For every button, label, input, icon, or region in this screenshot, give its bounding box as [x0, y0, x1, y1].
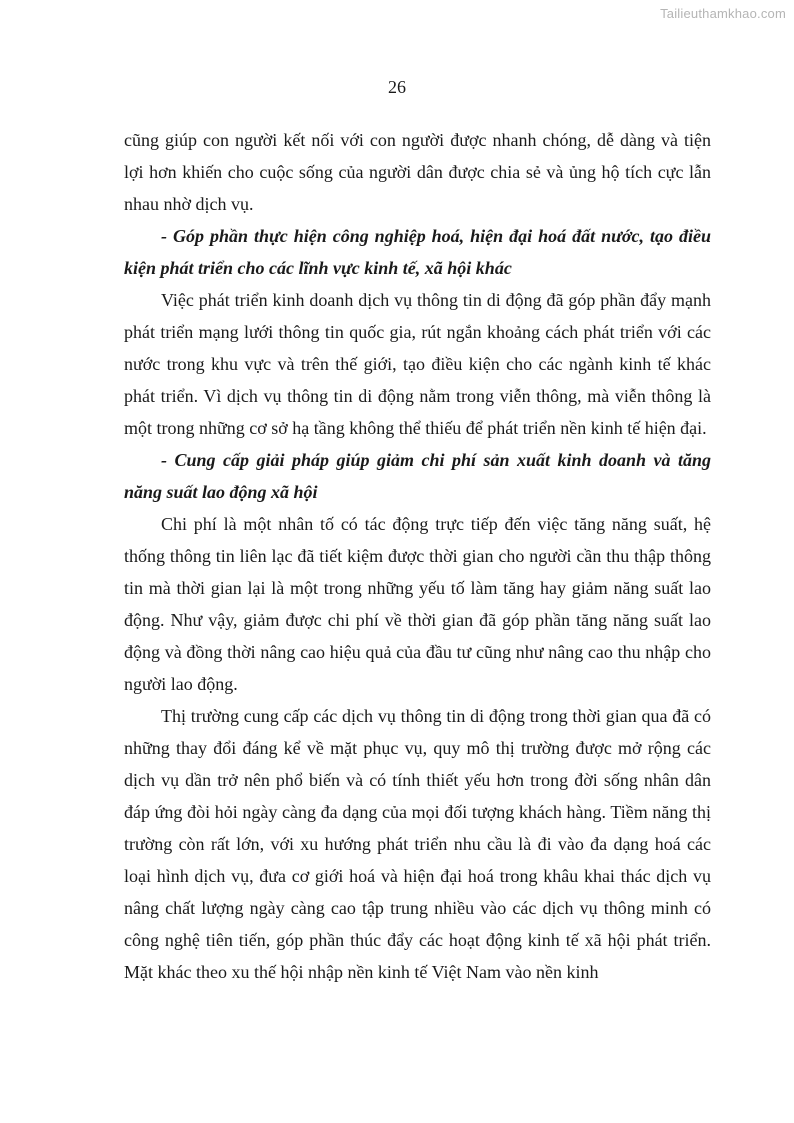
section-heading-2: - Cung cấp giải pháp giúp giảm chi phí sản xuất kinh doanh và tăng năng suất lao động xã hội: [124, 450, 711, 502]
paragraph-2: Việc phát triển kinh doanh dịch vụ thông tin di động đã góp phần đẩy mạnh phát triển mạng lưới thông tin quốc gia, rút ngắn khoảng cách phát triển với các nước trong khu vực và trên thế giới, tạo điều kiện cho các ngành kinh tế khác phát triển. Vì dịch vụ thông tin di động nằm trong viễn thông, mà viễn thông là một trong những cơ sở hạ tầng không thể thiếu để phát triển nền kinh tế hiện đại.: [124, 290, 711, 438]
document-body: [124, 124, 711, 988]
watermark-text: Tailieuthamkhao.com: [660, 6, 786, 21]
page-number: 26: [388, 77, 406, 97]
paragraph-4: Thị trường cung cấp các dịch vụ thông tin di động trong thời gian qua đã có những thay đổi đáng kể về mặt phục vụ, quy mô thị trường được mở rộng các dịch vụ dần trở nên phổ biến và có tính thiết yếu hơn trong đời sống nhân dân đáp ứng đòi hỏi ngày càng đa dạng của mọi đối tượng khách hàng. Tiềm năng thị trường còn rất lớn, với xu hướng phát triển nhu cầu là đi vào đa dạng hoá các loại hình dịch vụ, đưa cơ giới hoá và hiện đại hoá trong khâu khai thác dịch vụ nâng chất lượng ngày càng cao tập trung nhiều vào các dịch vụ thông minh có công nghệ tiên tiến, góp phần thúc đẩy các hoạt động kinh tế xã hội phát triển. Mặt khác theo xu thế hội nhập nền kinh tế Việt Nam vào nền kinh: [124, 706, 711, 982]
section-heading-1: - Góp phần thực hiện công nghiệp hoá, hiện đại hoá đất nước, tạo điều kiện phát triển cho các lĩnh vực kinh tế, xã hội khác: [124, 226, 711, 278]
paragraph-1: cũng giúp con người kết nối với con người được nhanh chóng, dễ dàng và tiện lợi hơn khiến cho cuộc sống của người dân được chia sẻ và ủng hộ tích cực lẫn nhau nhờ dịch vụ.: [124, 130, 711, 214]
paragraph-3: Chi phí là một nhân tố có tác động trực tiếp đến việc tăng năng suất, hệ thống thông tin liên lạc đã tiết kiệm được thời gian cho người cần thu thập thông tin mà thời gian lại là một trong những yếu tố làm tăng hay giảm năng suất lao động. Như vậy, giảm được chi phí về thời gian đã góp phần tăng năng suất lao động và đồng thời nâng cao hiệu quả của đầu tư cũng như nâng cao thu nhập cho người lao động.: [124, 514, 711, 694]
